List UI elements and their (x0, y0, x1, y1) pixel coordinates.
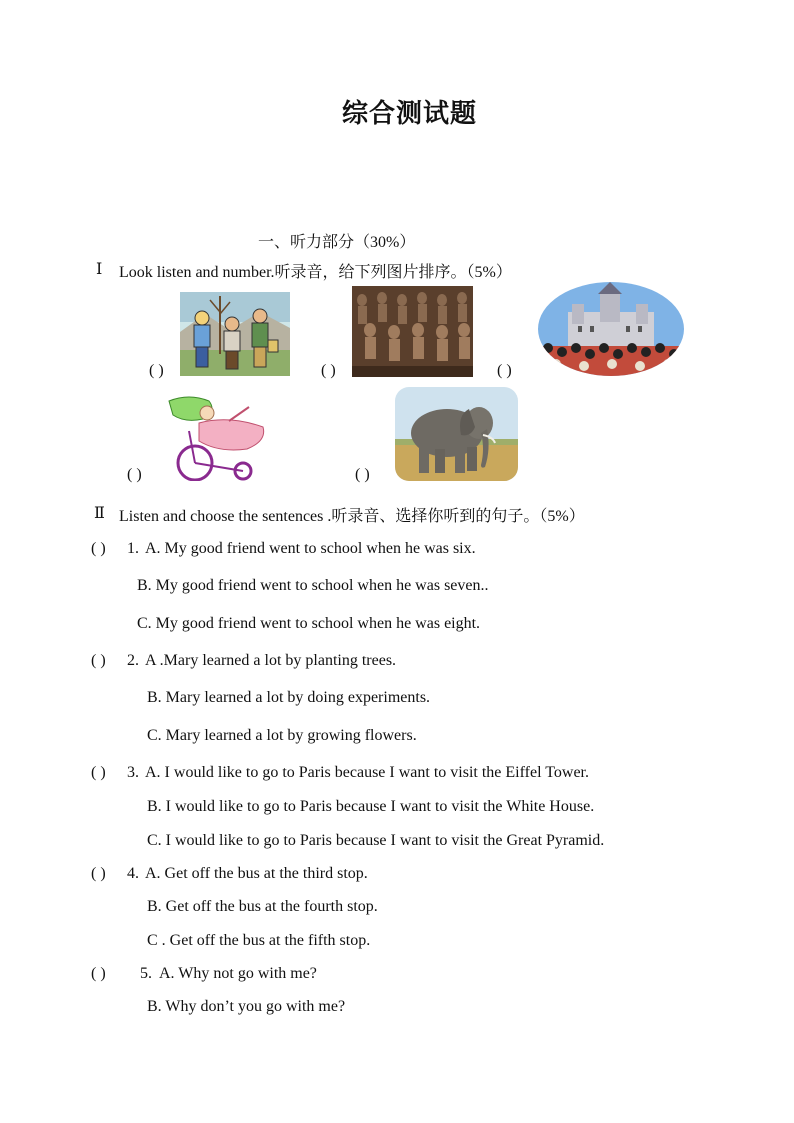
q2-option-b: B. Mary learned a lot by doing experiments. (147, 689, 431, 706)
answer-blank-q1[interactable]: ( ) (91, 540, 106, 557)
answer-blank-picture-1[interactable]: ( ) (149, 362, 164, 379)
section-heading-listening: 一、听力部分（30%） (258, 234, 416, 251)
answer-blank-q3[interactable]: ( ) (91, 764, 106, 781)
q3-option-c: C. I would like to go to Paris because I want to visit the Great Pyramid. (147, 832, 605, 849)
part2-numeral: Ⅱ (94, 505, 105, 522)
q2-option-a: A .Mary learned a lot by planting trees. (145, 652, 397, 669)
answer-blank-picture-4[interactable]: ( ) (127, 466, 142, 483)
castle-crowd-picture (538, 282, 684, 376)
q4-option-a: A. Get off the bus at the third stop. (145, 865, 368, 882)
q1-option-a: A. My good friend went to school when he was six. (145, 540, 476, 557)
q2-option-c: C. Mary learned a lot by growing flowers. (147, 727, 417, 744)
question-number-1: 1. (127, 540, 139, 557)
question-number-2: 2. (127, 652, 139, 669)
q1-option-b: B. My good friend went to school when he was seven.. (137, 577, 489, 594)
answer-blank-q5[interactable]: ( ) (91, 965, 106, 982)
q1-option-c: C. My good friend went to school when he was eight. (137, 615, 481, 632)
answer-blank-picture-2[interactable]: ( ) (321, 362, 336, 379)
terracotta-warriors-picture (352, 286, 473, 377)
q3-option-a: A. I would like to go to Paris because I want to visit the Eiffel Tower. (145, 764, 589, 781)
q3-option-b: B. I would like to go to Paris because I want to visit the White House. (147, 798, 595, 815)
question-number-5: 5. (140, 965, 152, 982)
q5-option-b: B. Why don’t you go with me? (147, 998, 346, 1015)
answer-blank-q4[interactable]: ( ) (91, 865, 106, 882)
answer-blank-q2[interactable]: ( ) (91, 652, 106, 669)
q4-option-c: C . Get off the bus at the fifth stop. (147, 932, 371, 949)
answer-blank-picture-3[interactable]: ( ) (497, 362, 512, 379)
children-planting-tree-picture (180, 292, 290, 376)
elephant-picture (395, 387, 518, 481)
part1-numeral: Ⅰ (96, 261, 103, 278)
question-number-3: 3. (127, 764, 139, 781)
answer-blank-picture-5[interactable]: ( ) (355, 466, 370, 483)
part1-instruction: Look listen and number.听录音，给下列图片排序。（5%） (119, 264, 512, 281)
part2-instruction: Listen and choose the sentences .听录音、选择你听到的句子。（5%） (119, 508, 585, 525)
page-title: 综合测试题 (342, 99, 478, 129)
q5-option-a: A. Why not go with me? (159, 965, 317, 982)
girl-on-unicycle-picture (159, 393, 271, 481)
question-number-4: 4. (127, 865, 139, 882)
q4-option-b: B. Get off the bus at the fourth stop. (147, 898, 378, 915)
